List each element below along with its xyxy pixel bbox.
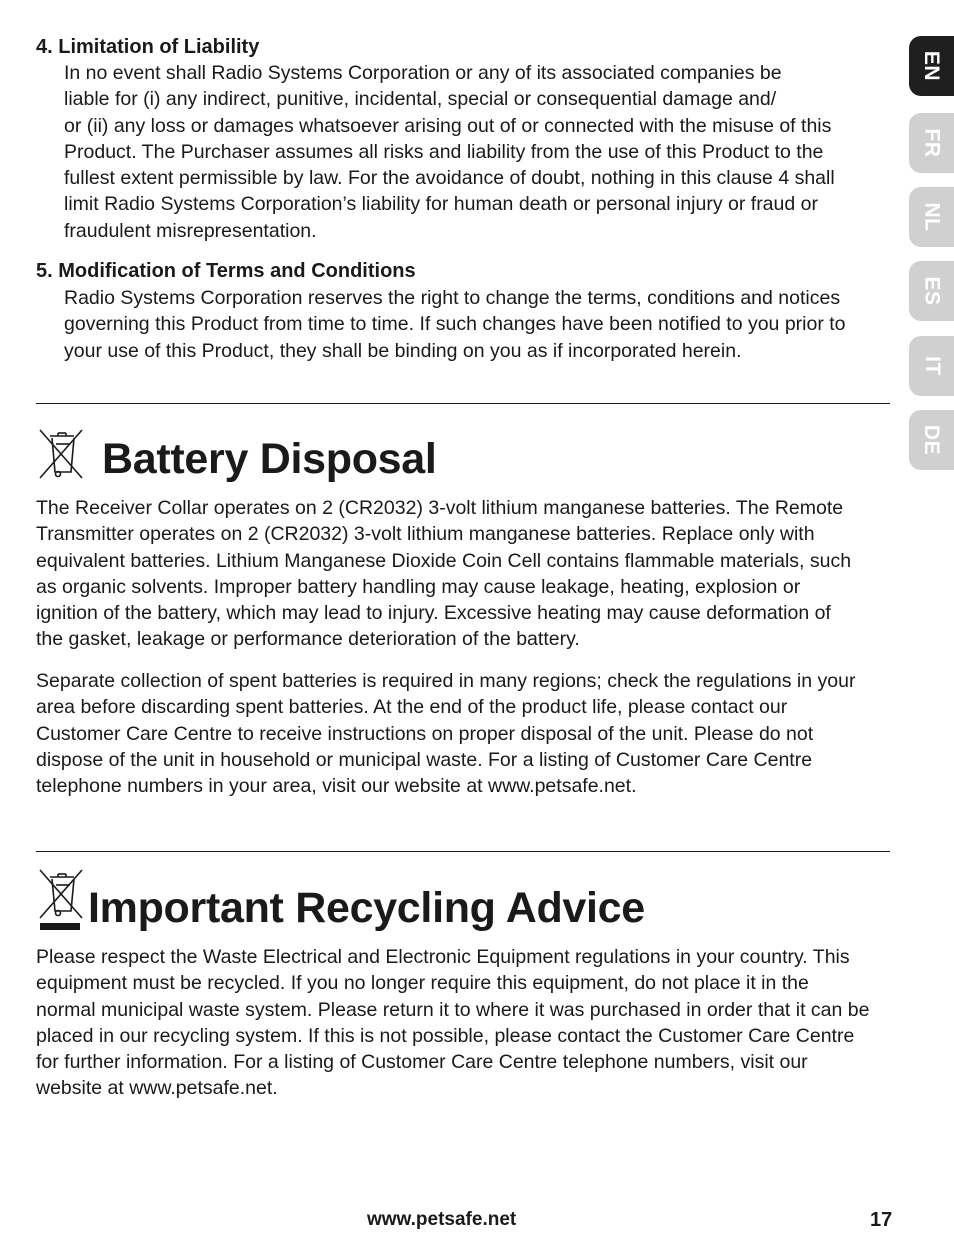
text-line: In no event shall Radio Systems Corporation or any of its associated companies be [64,62,782,84]
tab-de[interactable] [909,410,954,470]
text-line: equipment must be recycled. If you no longer require this equipment, do not place it in the [36,972,809,995]
recycling-paragraph [36,944,896,1102]
text-line: or (ii) any loss or damages whatsoever arising out of or connected with the misuse of this [64,114,832,137]
battery-disposal-title: Battery Disposal [102,435,437,483]
section-divider [36,851,890,852]
text-line: area before discarding spent batteries. At the end of the product life, please contact our [36,696,788,719]
battery-paragraph-1 [36,495,896,653]
text-line: Separate collection of spent batteries is required in many regions; check the regulations in your [36,670,856,692]
weee-bin-icon [36,867,86,933]
recycling-title: Important Recycling Advice [88,884,645,932]
text-line: Please respect the Waste Electrical and Electronic Equipment regulations in your country. This [36,946,850,968]
tab-label: ES [920,276,944,306]
text-line: The Receiver Collar operates on 2 (CR2032) 3-volt lithium manganese batteries. The Remote [36,497,844,519]
text-line: the gasket, leakage or performance deterioration of the battery. [36,628,580,651]
tab-nl[interactable] [909,187,954,247]
tab-label: EN [920,50,944,82]
text-line: normal municipal waste system. Please return it to where it was purchased in order that it can be [36,998,870,1021]
clause-5-heading: 5. Modification of Terms and Conditions [36,260,416,282]
text-line: limit Radio Systems Corporation’s liability for human death or personal injury or fraud or [64,193,818,216]
text-line: as organic solvents. Improper battery handling may cause leakage, heating, explosion or [36,575,801,598]
text-line: website at www.petsafe.net. [36,1077,278,1100]
tab-it[interactable] [909,336,954,396]
text-line: governing this Product from time to time. If such changes have been notified to you prior to [64,313,846,336]
text-line: dispose of the unit in household or municipal waste. For a listing of Customer Care Centre [36,748,813,771]
text-line: liable for (i) any indirect, punitive, incidental, special or consequential damage and/ [64,88,777,111]
section-divider [36,403,890,404]
text-line: equivalent batteries. Lithium Manganese Dioxide Coin Cell contains flammable materials, such [36,549,852,572]
clause-4-heading: 4. Limitation of Liability [36,36,260,58]
tab-label: DE [920,424,944,456]
text-line: Product. The Purchaser assumes all risks and liability from the use of this Product to the [64,140,824,163]
footer-website: www.petsafe.net [367,1209,517,1230]
text-line: your use of this Product, they shall be binding on you as if incorporated herein. [64,339,742,362]
tab-en[interactable] [909,36,954,96]
tab-fr[interactable] [909,113,954,173]
text-line: ignition of the battery, which may lead to injury. Excessive heating may cause deformation of [36,602,831,625]
text-line: fullest extent permissible by law. For the avoidance of doubt, nothing in this clause 4 shall [64,167,835,190]
battery-paragraph-2 [36,668,896,799]
tab-label: IT [920,356,944,376]
text-line: telephone numbers in your area, visit our website at www.petsafe.net. [36,775,637,798]
clause-4-body [64,60,894,244]
text-line: for further information. For a listing of Customer Care Centre telephone numbers, visit our [36,1051,808,1074]
text-line: Radio Systems Corporation reserves the right to change the terms, conditions and notices [64,287,841,309]
text-line: Customer Care Centre to receive instructions on proper disposal of the unit. Please do not [36,722,814,745]
crossed-bin-icon [36,426,86,480]
text-line: Transmitter operates on 2 (CR2032) 3-volt lithium manganese batteries. Replace only with [36,523,815,546]
tab-label: FR [920,128,944,158]
text-line: placed in our recycling system. If this is not possible, please contact the Customer Care Centre [36,1024,855,1047]
text-line: fraudulent misrepresentation. [64,219,317,242]
tab-es[interactable] [909,261,954,321]
tab-label: NL [920,202,944,232]
clause-5-body [64,285,894,364]
page-number: 17 [870,1209,893,1231]
